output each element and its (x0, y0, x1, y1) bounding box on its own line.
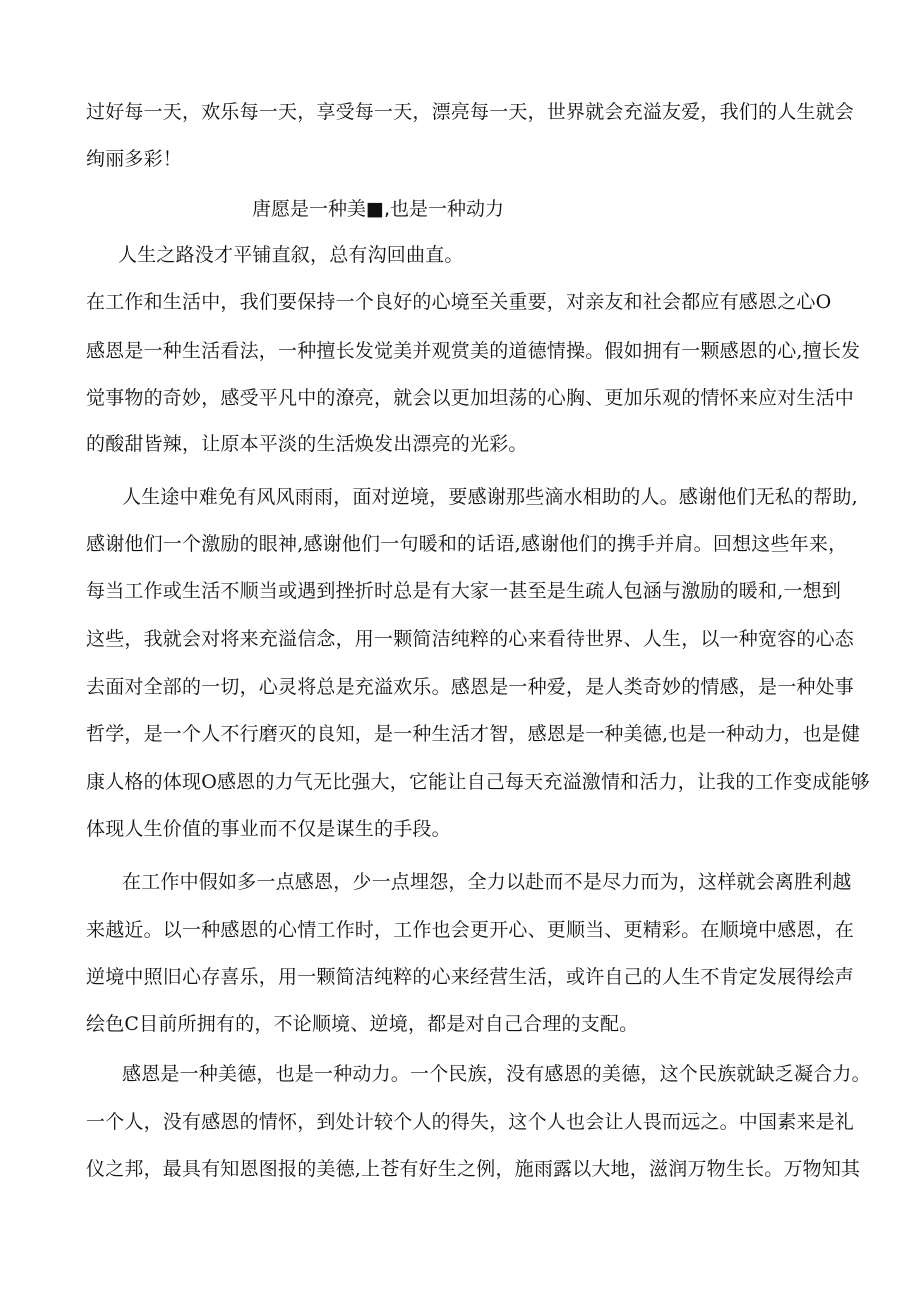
body-line: 的酸甜皆辣，让原本平淡的生活焕发出漂亮的光彩。 (86, 433, 528, 455)
body-line: 哲学，是一个人不行磨灭的良知，是一种生活才智，感恩是一种美德,也是一种动力，也是健 (86, 723, 861, 745)
body-line: 绘色C目前所拥有的，不论顺境、逆境，都是对自己合理的支配。 (86, 1013, 639, 1035)
body-line: 每当工作或生活不顺当或遇到挫折时总是有大家一甚至是生疏人包涵与激励的暖和,一想到 (86, 580, 842, 602)
intro-line: 绚丽多彩！ (86, 148, 183, 170)
body-line: 来越近。以一种感恩的心情工作时，工作也会更开心、更顺当、更精彩。在顺境中感恩，在 (86, 919, 855, 941)
body-line: 一个人，没有感恩的情怀，到处计较个人的得失，这个人也会让人畏而远之。中国素来是礼 (86, 1111, 855, 1133)
body-line: 体现人生价值的事业而不仅是谋生的手段。 (86, 818, 451, 840)
body-line: 这些，我就会对将来充溢信念，用一颗简洁纯粹的心来看待世界、人生，以一种宽容的心态 (86, 628, 855, 650)
body-line: 仪之邦，最具有知恩图报的美德,上苍有好生之例，施雨露以大地，滋润万物生长。万物知其 (86, 1158, 861, 1180)
body-line: 去面对全部的一切，心灵将总是充溢欢乐。感恩是一种爱，是人类奇妙的情感，是一种处事 (86, 676, 855, 698)
body-line: 人生途中难免有风风雨雨，面对逆境，要感谢那些滴水相助的人。感谢他们无私的帮助, (122, 486, 858, 508)
section-heading: 唐愿是一种美■,也是一种动力 (252, 198, 504, 220)
body-line: 感恩是一种生活看法，一种擅长发觉美并观赏美的道德情操。假如拥有一颗感恩的心,擅长发 (86, 340, 861, 362)
body-line: 觉事物的奇妙，感受平凡中的潦亮，就会以更加坦荡的心胸、更加乐观的情怀来应对生活中 (86, 387, 855, 409)
body-line: 康人格的体现O感恩的力气无比强大，它能让自己每天充溢激情和活力，让我的工作变成能够 (86, 771, 870, 793)
body-line: 人生之路没才平铺直叙，总有沟回曲直。 (118, 244, 464, 266)
body-line: 在工作中假如多一点感恩，少一点埋怨，全力以赴而不是尽力而为，这样就会离胜利越 (122, 871, 852, 893)
body-line: 在工作和生活中，我们要保持一个良好的心境至关重要，对亲友和社会都应有感恩之心O (86, 291, 832, 313)
intro-line: 过好每一天，欢乐每一天，享受每一天，漂亮每一天，世界就会充溢友爱，我们的人生就会 (86, 101, 855, 123)
body-line: 感谢他们一个激励的眼神,感谢他们一句暖和的话语,感谢他们的携手并肩。回想这些年来， (86, 533, 848, 555)
body-line: 感恩是一种美德，也是一种动力。一个民族，没有感恩的美德，这个民族就缺乏凝合力。 (122, 1063, 871, 1085)
body-line: 逆境中照旧心存喜乐，用一颗简洁纯粹的心来经营生活，或许自己的人生不肯定发展得绘声 (86, 966, 855, 988)
